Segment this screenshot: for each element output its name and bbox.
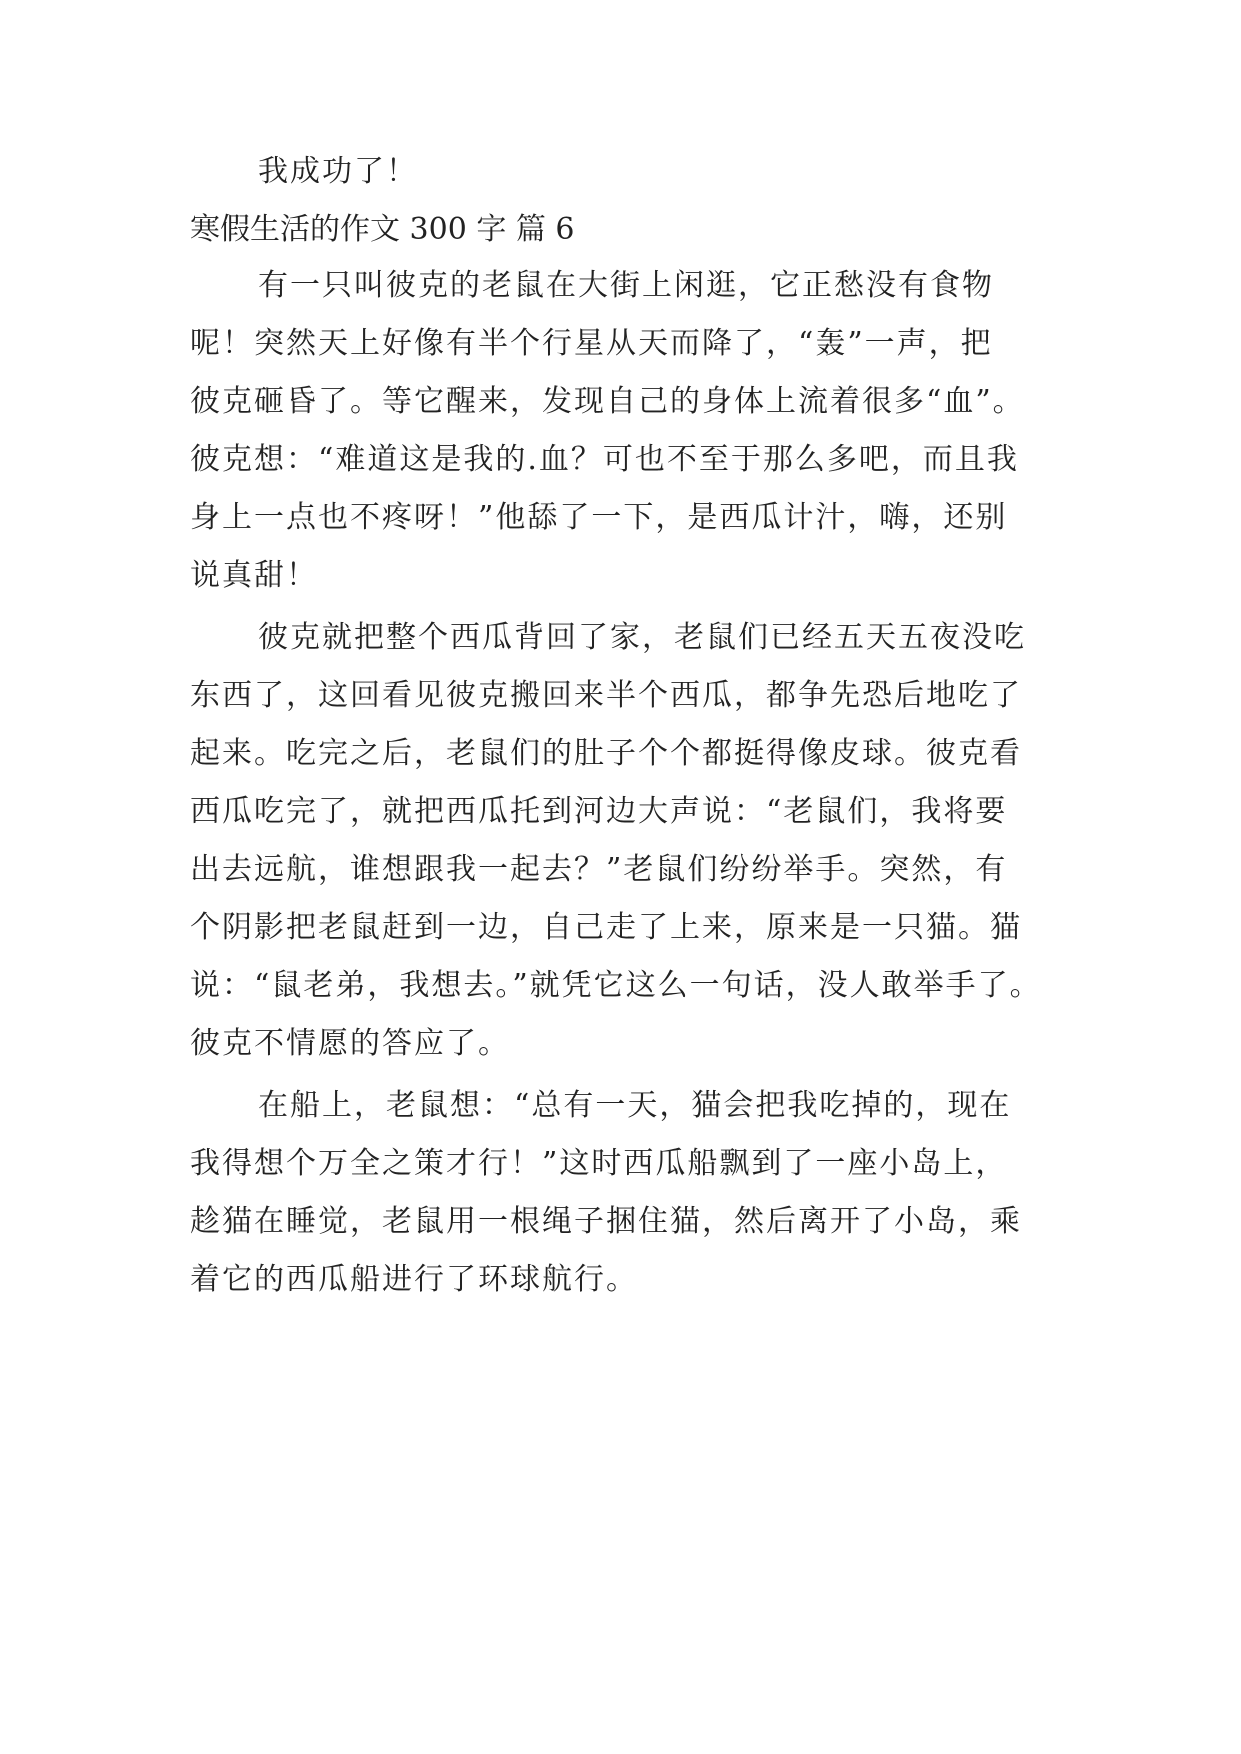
paragraph-3-line-4: 着它的西瓜船进行了环球航行。: [190, 1262, 638, 1297]
paragraph-2-line-2: 东西了，这回看见彼克搬回来半个西瓜，都争先恐后地吃了: [190, 678, 1022, 713]
paragraph-2-line-4: 西瓜吃完了，就把西瓜托到河边大声说：“老鼠们，我将要: [190, 794, 1008, 829]
paragraph-1-line-3: 彼克砸昏了。等它醒来，发现自己的身体上流着很多“血”。: [190, 384, 1025, 419]
paragraph-1-line-4: 彼克想：“难道这是我的.血？可也不至于那么多吧，而且我: [190, 442, 1019, 477]
paragraph-1-line-2: 呢！突然天上好像有半个行星从天而降了，“轰”一声，把: [190, 326, 993, 361]
paragraph-2-line-7: 说：“鼠老弟，我想去。”就凭它这么一句话，没人敢举手了。: [190, 968, 1042, 1003]
paragraph-1-line-5: 身上一点也不疼呀！”他舔了一下，是西瓜计汁，嗨，还别: [190, 500, 1008, 535]
section-heading: 寒假生活的作文 300 字 篇 6: [190, 212, 575, 247]
paragraph-3-line-1: 在船上，老鼠想：“总有一天，猫会把我吃掉的，现在: [258, 1088, 1012, 1123]
paragraph-3-line-3: 趁猫在睡觉，老鼠用一根绳子捆住猫，然后离开了小岛，乘: [190, 1204, 1022, 1239]
paragraph-3-line-2: 我得想个万全之策才行！”这时西瓜船飘到了一座小岛上，: [190, 1146, 1008, 1181]
paragraph-1-line-6: 说真甜！: [190, 558, 318, 593]
paragraph-1-line-1: 有一只叫彼克的老鼠在大街上闲逛，它正愁没有食物: [258, 268, 994, 303]
closing-line: 我成功了！: [258, 154, 418, 189]
paragraph-2-line-1: 彼克就把整个西瓜背回了家，老鼠们已经五天五夜没吃: [258, 620, 1026, 655]
paragraph-2-line-8: 彼克不情愿的答应了。: [190, 1026, 510, 1061]
paragraph-2-line-5: 出去远航，谁想跟我一起去？”老鼠们纷纷举手。突然，有: [190, 852, 1008, 887]
paragraph-2-line-3: 起来。吃完之后，老鼠们的肚子个个都挺得像皮球。彼克看: [190, 736, 1022, 771]
paragraph-2-line-6: 个阴影把老鼠赶到一边，自己走了上来，原来是一只猫。猫: [190, 910, 1022, 945]
